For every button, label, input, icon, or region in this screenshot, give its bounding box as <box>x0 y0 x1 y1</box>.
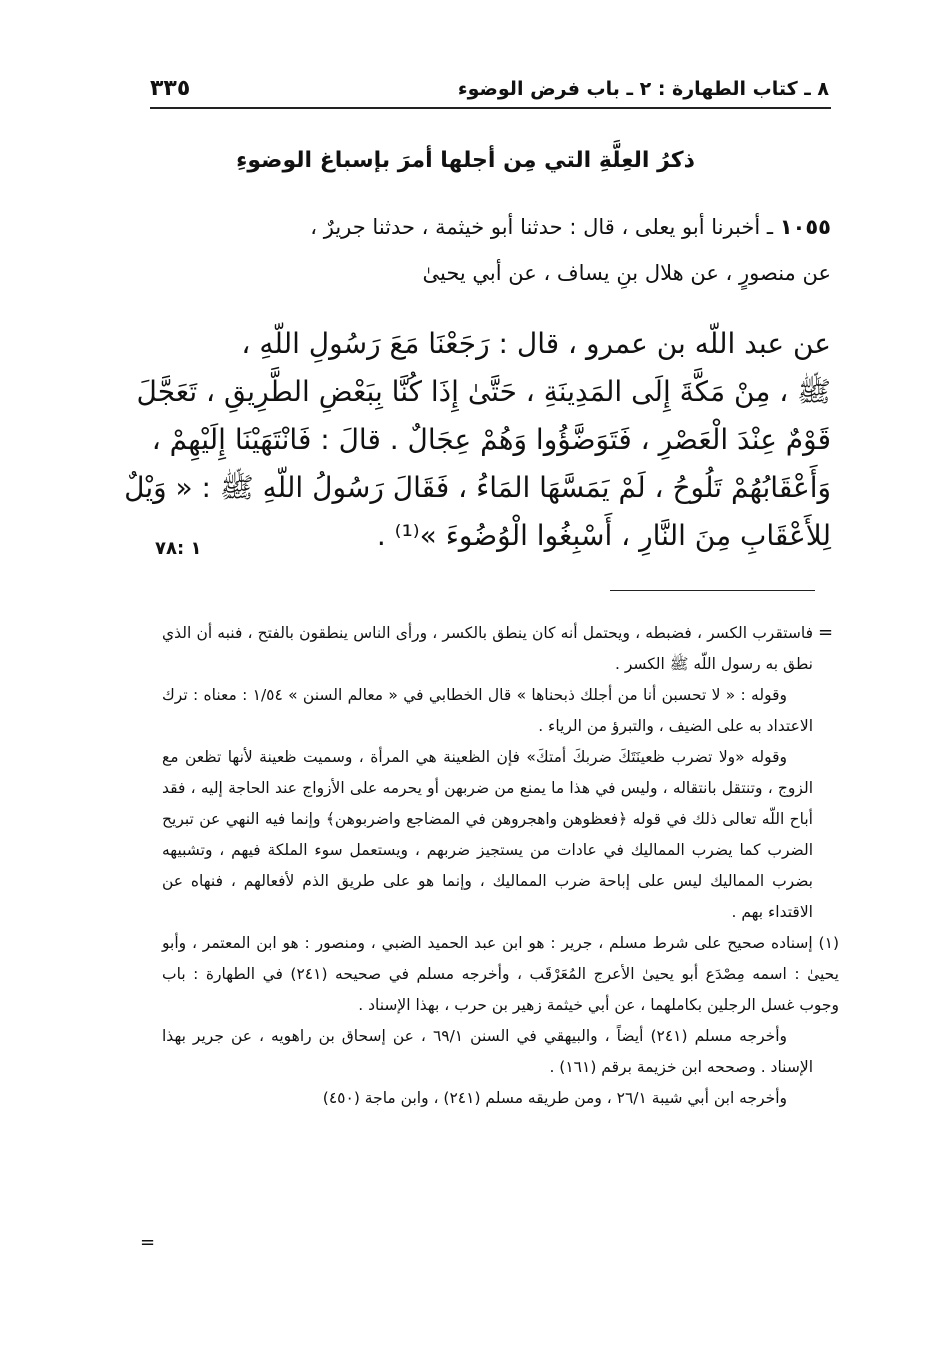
footnote-paragraph: وأخرجه مسلم (٢٤١) أيضاً ، والبيهقي في السنن ٦٩/١ ، عن إسحاق بن راهويه ، عن جرير بهذا الإسناد . وصححه ابن خزيمة برقم (١٦١) . <box>162 1027 813 1076</box>
isnad-line-1 <box>140 204 831 250</box>
continuation-mark-bottom: = <box>140 1232 156 1253</box>
footnotes <box>162 618 839 1114</box>
isnad-text-1: ـ أخبرنا أبو يعلى ، قال : حدثنا أبو خيثمة ، حدثنا جريرٌ ، <box>310 215 774 239</box>
matn-line: ﷺ ، مِنْ مَكَّةَ إِلَى المَدِينَةِ ، حَتَّىٰ إِذَا كُنَّا بِبَعْضِ الطَّرِيقِ ، تَعَجَّلَ <box>136 375 831 408</box>
hadith-matn <box>124 320 831 560</box>
hadith-number: ١٠٥٥ <box>779 215 831 239</box>
matn-line: عن عبد اللّه بن عمرو ، قال : رَجَعْنَا مَعَ رَسُولِ اللّهِ ، <box>241 327 831 360</box>
footnote-paragraph: وأخرجه ابن أبي شيبة ٢٦/١ ، ومن طريقه مسلم (٢٤١) ، وابن ماجة (٤٥٠) <box>322 1089 787 1107</box>
footnote-separator <box>610 590 815 591</box>
note-paragraph: وقوله : « لا تحسبن أنا من أجلك ذبحناها » قال الخطابي في « معالم السنن » ١/٥٤ : معناه : ترك الاعتداد به على الضيف ، والتبرؤ من الرياء . <box>162 686 813 735</box>
matn-line: قَوْمٌ عِنْدَ الْعَصْرِ ، فَتَوَضَّؤُوا وَهُمْ عِجَالٌ . قالَ : فَانْتَهَيْنَا إِلَيْهِمْ ، <box>151 423 831 456</box>
footnote-1 <box>162 928 839 1021</box>
footnote-marker: (١) <box>818 934 839 952</box>
page-number: ٣٣٥ <box>150 76 191 101</box>
note-paragraph: وقوله «ولا تضرب ظعينَتَكَ ضربكَ أمتكَ» فإن الظعينة هي المرأة ، وسميت ظعينة لأنها تظعن مع الزوج ، وتنتقل بانتقاله ، وليس في هذا ما يمنع من ضربهن أو يحرمه على الأزواج عند الحاجة إليه ، فقد أباح اللّه تعالى ذلك في قوله ﴿فعظوهن واهجروهن في المضاجع واضربوهن﴾ وإنما فيه النهي عن تبريح الضرب كما يضرب المماليك في عادات من يستجيز ضربهم ، ويستعمل سوء الملكة فيهم ، وتشبيهه بضرب المماليك ليس على إباحة ضرب المماليك ، وإنما هو على طريق الذم لأفعالهم ، فنهاه عن الاقتداء بهم . <box>162 748 813 921</box>
footnote-text: إسناده صحيح على شرط مسلم ، جرير : هو ابن عبد الحميد الضبي ، ومنصور : هو ابن المعتمر ، وأبو يحيىٰ : اسمه مِصْدَع أبو يحيىٰ الأعرج المُعَرْقَب ، وأخرجه مسلم في صحيحه (٢٤١) في الطهارة : باب وجوب غسل الرجلين بكاملهما ، عن أبي خيثمة زهير بن حرب ، بهذا الإسناد . <box>162 934 839 1014</box>
note-paragraph: فاستقرب الكسر ، فضبطه ، ويحتمل أنه كان ينطق بالكسر ، ورأى الناس ينطقون بالفتح ، فنبه أن الذي نطق به رسول اللّه ﷺ الكسر . <box>162 624 813 673</box>
continuation-mark: = <box>818 622 834 643</box>
header-rule <box>150 107 831 109</box>
chapter-title: ذكرُ العِلَّةِ التي مِن أجلها أمرَ بإسباغ الوضوءِ <box>236 148 695 173</box>
running-head: ٨ ـ كتاب الطهارة : ٢ ـ باب فرض الوضوء <box>457 78 829 100</box>
hadith-isnad <box>140 204 831 296</box>
cross-reference: ١ :٧٨ <box>155 538 202 559</box>
isnad-line-2: عن منصورٍ ، عن هلال بنِ يساف ، عن أبي يحيىٰ <box>422 261 831 285</box>
matn-line: لِلأَعْقَابِ مِنَ النَّارِ ، أَسْبِغُوا الْوُضُوءَ »⁽¹⁾ . <box>376 519 831 552</box>
matn-line: وَأَعْقَابُهُمْ تَلُوحُ ، لَمْ يَمَسَّهَا المَاءُ ، فَقَالَ رَسُولُ اللّهِ ﷺ : « وَيْلٌ <box>124 471 831 504</box>
